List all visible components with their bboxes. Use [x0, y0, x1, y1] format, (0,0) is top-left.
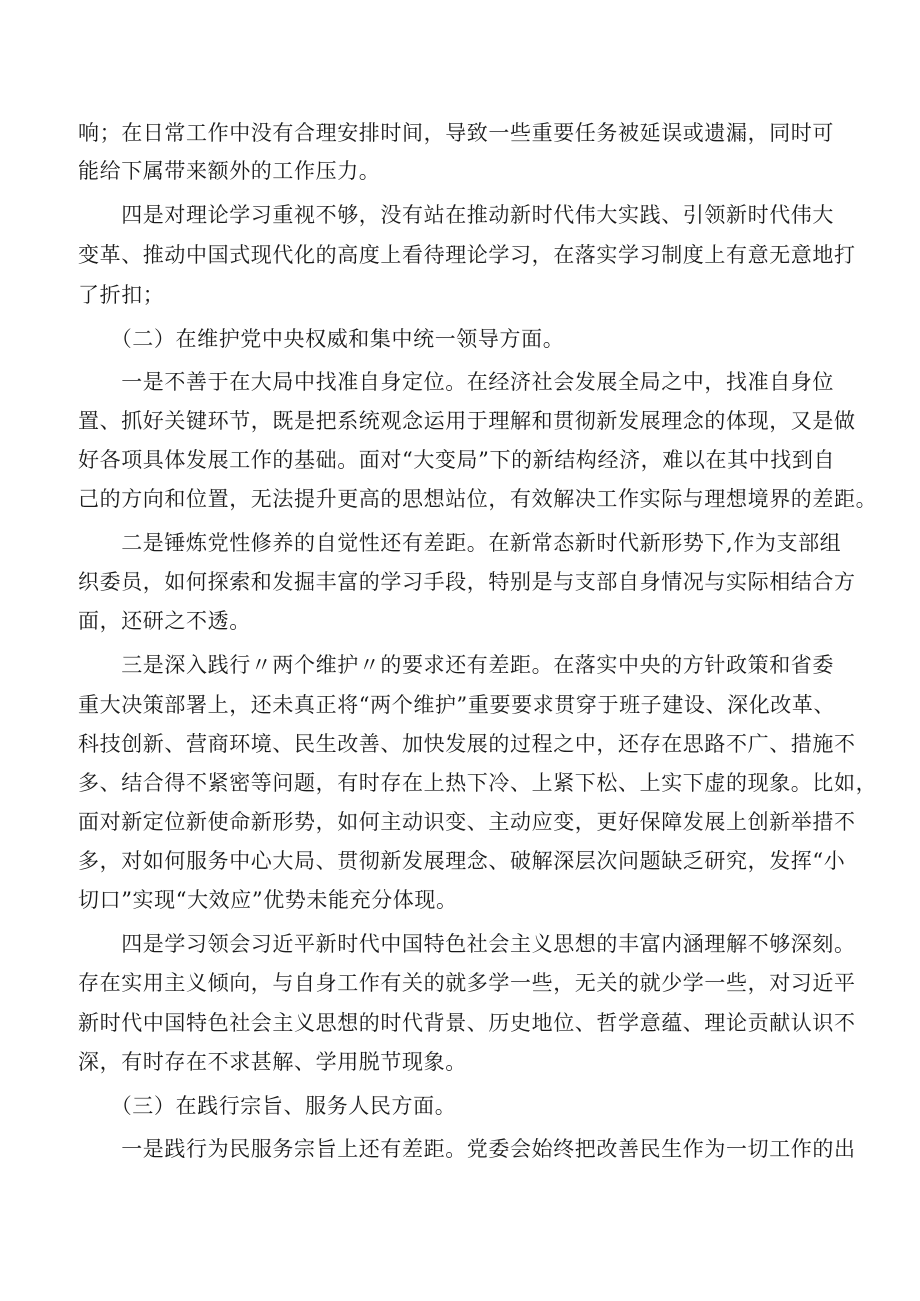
text-line: 科技创新、营商环境、民生改善、加快发展的过程之中，还存在思路不广、措施不: [78, 732, 856, 756]
text-line: 了折扣；: [78, 283, 165, 307]
text-line: 己的方向和位置，无法提升更高的思想站位，有效解决工作实际与理想境界的差距。: [78, 487, 878, 511]
text-line: 四是学习领会习近平新时代中国特色社会主义思想的丰富内涵理解不够深刻。: [78, 932, 856, 956]
text-line: 面，还研之不透。: [78, 609, 251, 633]
text-line: 切口”实现“大效应”优势未能充分体现。: [78, 888, 458, 912]
text-line: 置、抓好关键环节，既是把系统观念运用于理解和贯彻新发展理念的体现，又是做: [78, 409, 856, 433]
text-line: 四是对理论学习重视不够，没有站在推动新时代伟大实践、引领新时代伟大: [78, 203, 834, 227]
text-line: 响；在日常工作中没有合理安排时间，导致一些重要任务被延误或遗漏，同时可: [78, 121, 834, 145]
text-line: 多，对如何服务中心大局、贯彻新发展理念、破解深层次问题缺乏研究，发挥“小: [78, 849, 846, 873]
text-line: 一是践行为民服务宗旨上还有差距。党委会始终把改善民生作为一切工作的出: [78, 1137, 856, 1161]
text-line: 深，有时存在不求甚解、学用脱节现象。: [78, 1050, 467, 1074]
text-line: 存在实用主义倾向，与自身工作有关的就多学一些，无关的就少学一些，对习近平: [78, 971, 856, 995]
text-line: 变革、推动中国式现代化的高度上看待理论学习，在落实学习制度上有意无意地打: [78, 243, 856, 267]
text-line: 能给下属带来额外的工作压力。: [78, 159, 381, 183]
section-heading: （二）在维护党中央权威和集中统一领导方面。: [78, 327, 565, 351]
section-heading: （三）在践行宗旨、服务人民方面。: [78, 1094, 457, 1118]
text-line: 好各项具体发展工作的基础。面对“大变局”下的新结构经济，难以在其中找到自: [78, 448, 836, 472]
text-line: 一是不善于在大局中找准自身定位。在经济社会发展全局之中，找准自身位: [78, 370, 834, 394]
text-line: 新时代中国特色社会主义思想的时代背景、历史地位、哲学意蕴、理论贡献认识不: [78, 1011, 856, 1035]
text-line: 多、结合得不紧密等问题，有时存在上热下冷、上紧下松、上实下虚的现象。比如，: [78, 771, 878, 795]
text-line: 面对新定位新使命新形势，如何主动识变、主动应变，更好保障发展上创新举措不: [78, 810, 856, 834]
text-line: 织委员，如何探索和发掘丰富的学习手段，特别是与支部自身情况与实际相结合方: [78, 570, 856, 594]
text-line: 三是深入践行〃两个维护〃的要求还有差距。在落实中央的方针政策和省委: [78, 653, 834, 677]
text-line: 重大决策部署上，还未真正将“两个维护”重要要求贯穿于班子建设、深化改革、: [78, 693, 836, 717]
text-line: 二是锤炼党性修养的自觉性还有差距。在新常态新时代新形势下,作为支部组: [78, 531, 842, 555]
